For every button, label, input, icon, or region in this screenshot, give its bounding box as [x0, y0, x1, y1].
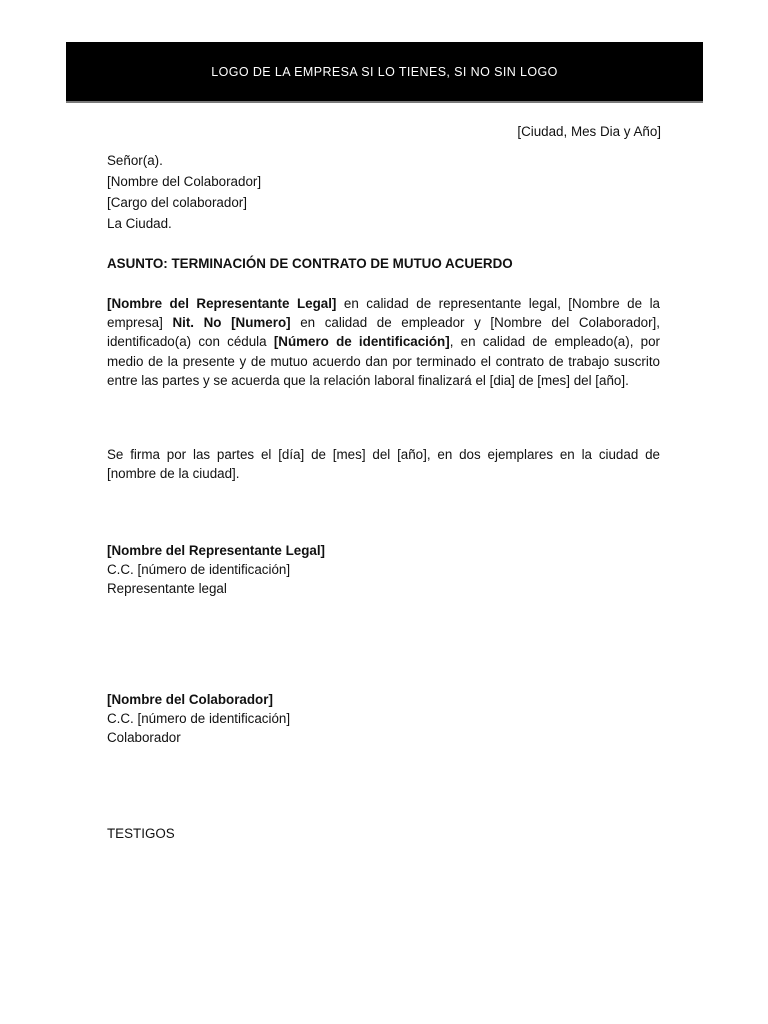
representative-name-bold: [Nombre del Representante Legal] — [107, 296, 337, 311]
logo-placeholder-text: LOGO DE LA EMPRESA SI LO TIENES, SI NO SIN LOGO — [211, 64, 558, 79]
witnesses-label: TESTIGOS — [107, 826, 175, 841]
signer-role: Colaborador — [107, 730, 181, 745]
signature-block-employee — [107, 690, 290, 747]
addressee-block — [107, 151, 261, 235]
salutation: Señor(a). — [107, 153, 163, 168]
id-number-bold: [Número de identificación] — [273, 334, 450, 350]
signer-name: [Nombre del Representante Legal] — [107, 543, 326, 558]
signer-name: [Nombre del Colaborador] — [107, 692, 273, 707]
date-line: [Ciudad, Mes Dia y Año] — [517, 124, 661, 139]
body-paragraph-2: Se firma por las partes el [día] de [mes] del [año], en dos ejemplares en la ciudad de [nombre de la ciudad]. — [107, 447, 660, 482]
addressee-name: [Nombre del Colaborador] — [107, 174, 262, 189]
addressee-position: [Cargo del colaborador] — [107, 195, 247, 210]
subject-line: ASUNTO: TERMINACIÓN DE CONTRATO DE MUTUO ACUERDO — [107, 256, 513, 271]
addressee-city: La Ciudad. — [107, 216, 172, 231]
signer-id: C.C. [número de identificación] — [107, 562, 291, 577]
signature-block-representative — [107, 541, 325, 598]
nit-number-bold: Nit. No [Numero] — [172, 315, 291, 331]
company-logo-placeholder — [66, 42, 703, 103]
body-text-segment: en calidad de empleador y [Nombre del Colaborador], identificado(a) con cédula — [107, 315, 660, 350]
body-text-segment: , en calidad de empleado(a), por medio de la presente y de mutuo acuerdo dan por terminado el contrato de trabajo suscrito entre las partes y se acuerda que la relación laboral finalizará el [dia] de [mes] del [año]. — [107, 334, 660, 388]
body-paragraph-1 — [107, 294, 660, 390]
signer-role: Representante legal — [107, 581, 227, 596]
body-text-segment: en calidad de representante legal, [Nombre de la empresa] — [107, 296, 660, 331]
signer-id: C.C. [número de identificación] — [107, 711, 291, 726]
